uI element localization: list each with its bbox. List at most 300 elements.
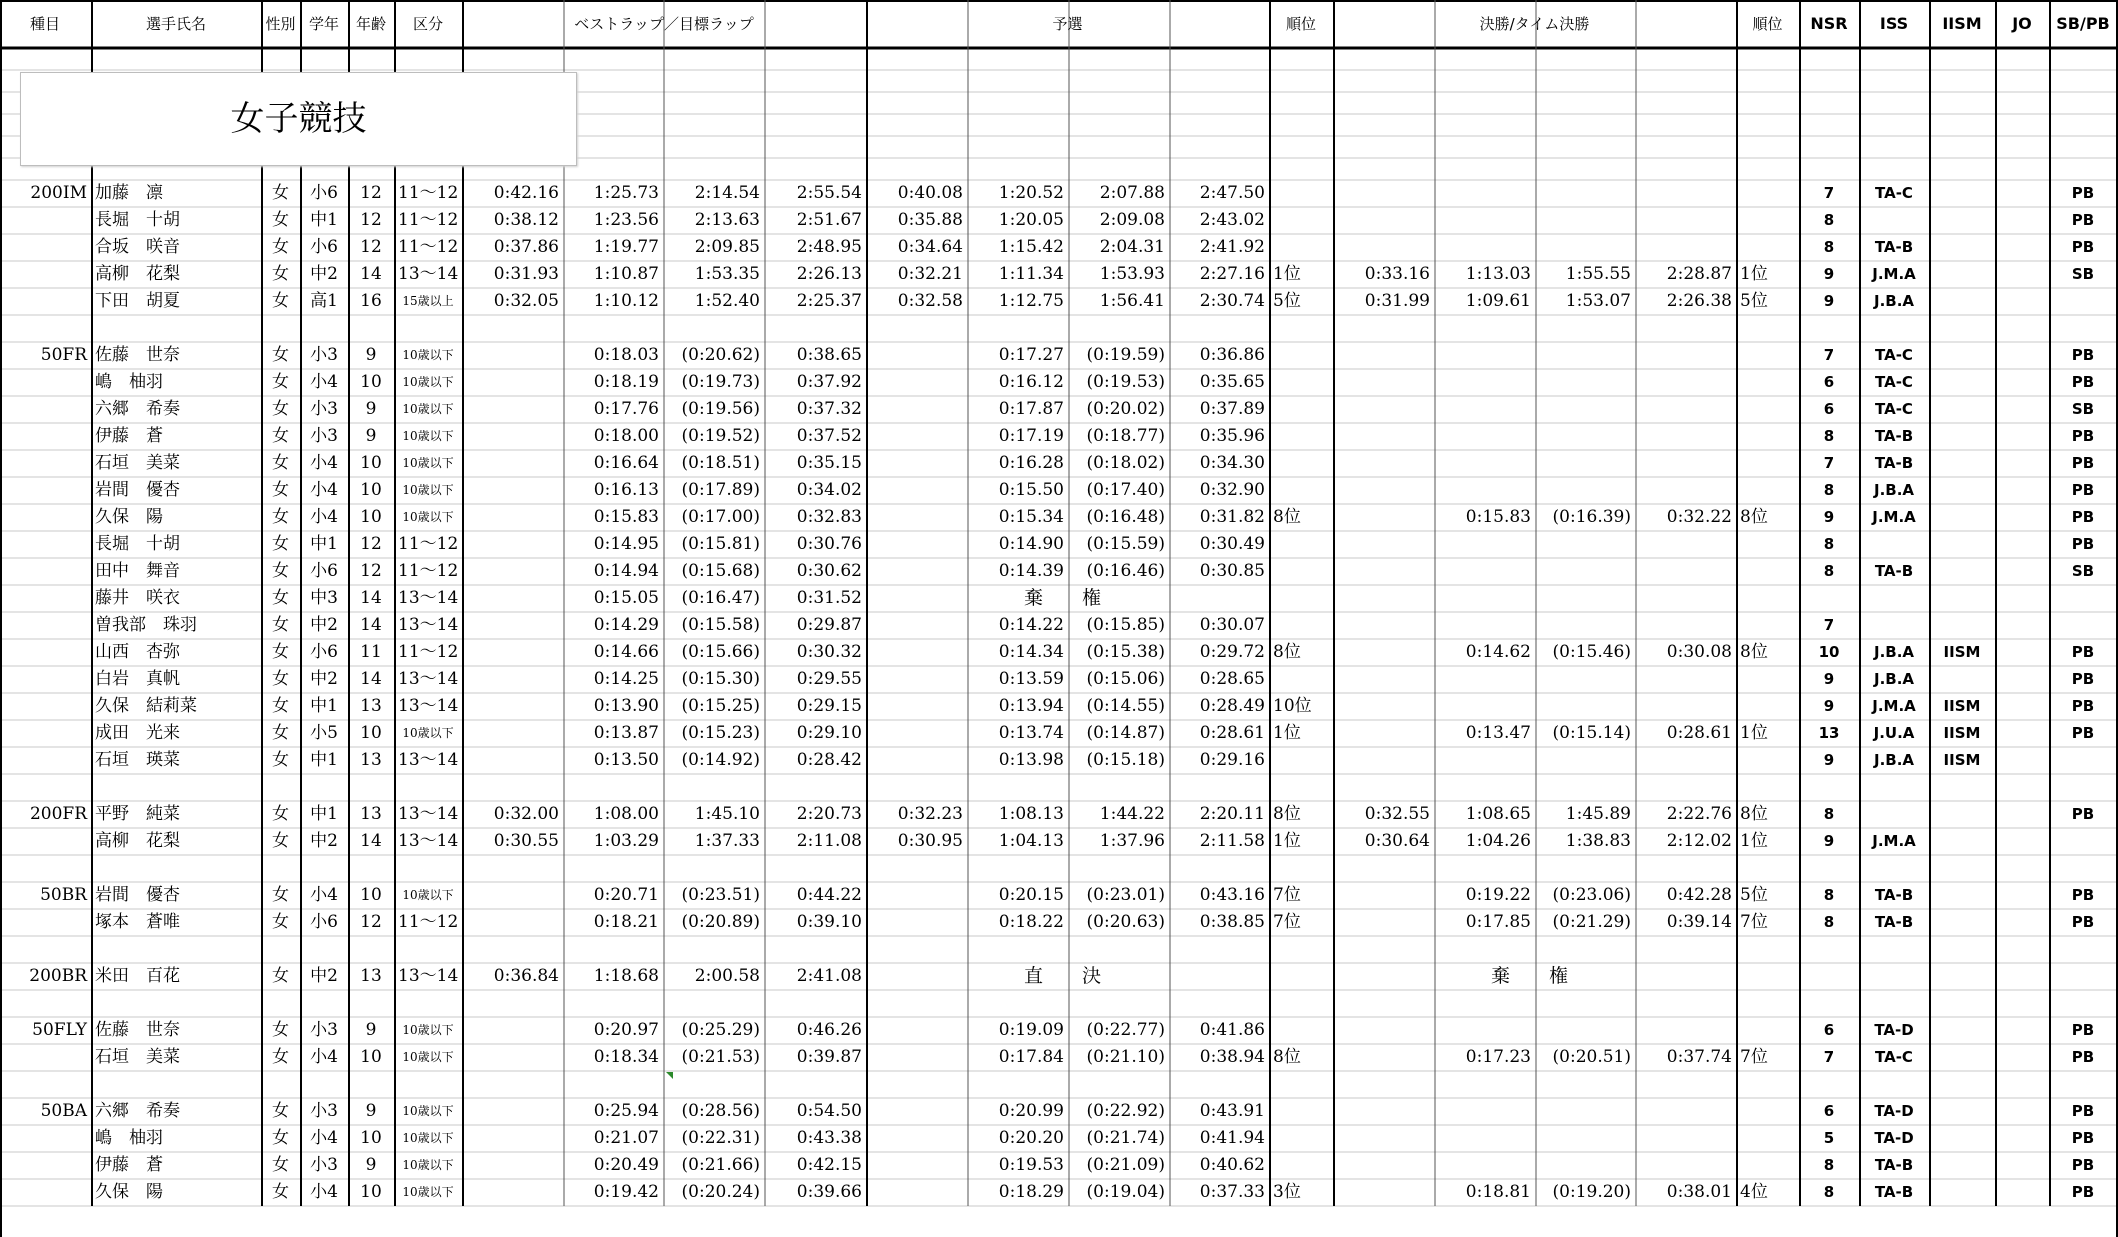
cell-div[interactable]: 13～14 [398,804,459,824]
cell-f3[interactable]: 1:45.89 [1565,804,1631,824]
cell-iss[interactable]: TA-B [1874,238,1914,256]
cell-b4[interactable]: 2:26.13 [796,264,862,284]
cell-b4[interactable]: 2:55.54 [796,183,862,203]
cell-iss[interactable] [1863,801,1925,828]
cell-b1[interactable] [466,747,559,774]
cell-sex[interactable]: 女 [272,723,289,743]
cell-nsr[interactable]: 9 [1823,292,1835,310]
cell-b3[interactable]: (0:17.00) [681,507,760,527]
cell-iss[interactable] [1863,585,1925,612]
cell-f3[interactable]: (0:21.29) [1552,912,1631,932]
cell-grade[interactable]: 小4 [310,507,338,527]
cell-jo[interactable] [1999,477,2045,504]
cell-sbpb[interactable]: PB [2071,697,2095,715]
cell-h2[interactable]: 0:19.53 [998,1155,1064,1175]
cell-div[interactable]: 13～14 [398,264,459,284]
cell-iss[interactable]: J.B.A [1873,292,1915,310]
cell-sex[interactable]: 女 [272,372,289,392]
cell-b1[interactable] [466,693,559,720]
cell-f2[interactable] [1438,1152,1531,1179]
cell-ev[interactable] [3,369,87,396]
cell-h4[interactable]: 2:27.16 [1199,264,1265,284]
cell-b2[interactable]: 1:03.29 [593,831,659,851]
cell-name[interactable]: 岩間 優杏 [95,480,180,500]
cell-b4[interactable]: 0:35.15 [796,453,862,473]
cell-grade[interactable]: 高1 [310,291,338,311]
cell-age[interactable]: 14 [360,615,382,635]
cell-nsr[interactable]: 8 [1823,481,1835,499]
cell-f1[interactable] [1337,504,1430,531]
cell-ev[interactable]: 200FR [29,804,87,824]
cell-b1[interactable] [466,639,559,666]
cell-b4[interactable]: 0:39.87 [796,1047,862,1067]
cell-jo[interactable] [1999,639,2045,666]
cell-iss[interactable]: TA-B [1874,886,1914,904]
cell-h1[interactable] [870,369,963,396]
cell-jo[interactable] [1999,828,2045,855]
cell-f3[interactable] [1539,747,1631,774]
cell-f1[interactable] [1337,423,1430,450]
cell-age[interactable]: 13 [360,804,382,824]
cell-rk2[interactable] [1740,693,1795,720]
cell-f4[interactable] [1639,423,1732,450]
cell-b1[interactable] [466,423,559,450]
cell-grade[interactable]: 小4 [310,372,338,392]
cell-name[interactable]: 嶋 柚羽 [95,1128,163,1148]
cell-iss[interactable]: TA-C [1875,400,1913,418]
cell-b2[interactable]: 0:13.87 [593,723,659,743]
cell-div[interactable]: 10歳以下 [402,375,454,389]
cell-sex[interactable]: 女 [272,750,289,770]
cell-iss[interactable] [1863,531,1925,558]
cell-age[interactable]: 9 [365,1155,377,1175]
cell-ev[interactable]: 200IM [30,183,87,203]
cell-h1[interactable] [870,531,963,558]
cell-rk2[interactable] [1740,207,1795,234]
cell-rk1[interactable]: 10位 [1273,696,1312,716]
cell-sex[interactable]: 女 [272,912,289,932]
cell-jo[interactable] [1999,1179,2045,1206]
cell-grade[interactable]: 小6 [310,912,338,932]
cell-b1[interactable] [466,531,559,558]
cell-jo[interactable] [1999,720,2045,747]
cell-age[interactable]: 10 [360,372,382,392]
cell-h4[interactable]: 0:37.89 [1199,399,1265,419]
cell-sbpb[interactable]: SB [2071,265,2095,283]
cell-iss[interactable]: J.M.A [1872,832,1916,850]
cell-iism[interactable] [1933,234,1991,261]
cell-f4[interactable]: 0:42.28 [1666,885,1732,905]
cell-h4[interactable]: 0:28.65 [1199,669,1265,689]
cell-age[interactable]: 9 [365,426,377,446]
cell-name[interactable]: 長堀 十胡 [95,210,180,230]
cell-ev[interactable] [3,261,87,288]
cell-name[interactable]: 石垣 美菜 [95,453,180,473]
cell-jo[interactable] [1999,342,2045,369]
cell-age[interactable]: 10 [360,885,382,905]
cell-jo[interactable] [1999,396,2045,423]
cell-grade[interactable]: 中3 [310,588,338,608]
cell-h4[interactable]: 0:34.30 [1199,453,1265,473]
cell-f3[interactable] [1539,207,1631,234]
cell-b2[interactable]: 0:18.21 [593,912,659,932]
cell-jo[interactable] [1999,504,2045,531]
cell-iss[interactable]: TA-B [1874,454,1914,472]
cell-h4[interactable]: 0:32.90 [1199,480,1265,500]
cell-iism[interactable] [1933,801,1991,828]
cell-name[interactable]: 下田 胡夏 [95,291,180,311]
cell-b4[interactable]: 0:46.26 [796,1020,862,1040]
cell-h3[interactable]: 1:56.41 [1099,291,1165,311]
cell-div[interactable]: 11～12 [398,237,459,257]
cell-sbpb[interactable]: PB [2071,346,2095,364]
cell-f3[interactable] [1539,612,1631,639]
cell-h3[interactable]: (0:21.74) [1086,1128,1165,1148]
cell-f1[interactable] [1337,720,1430,747]
cell-f1[interactable] [1337,612,1430,639]
cell-f1[interactable]: 0:30.64 [1364,831,1430,851]
cell-b1[interactable] [466,504,559,531]
cell-b1[interactable]: 0:31.93 [493,264,559,284]
cell-ev[interactable] [3,234,87,261]
cell-f2[interactable]: 0:18.81 [1465,1182,1531,1202]
cell-grade[interactable]: 中1 [310,534,338,554]
cell-rk2[interactable]: 1位 [1740,723,1768,743]
cell-sex[interactable]: 女 [272,1182,289,1202]
cell-b2[interactable]: 0:20.71 [593,885,659,905]
cell-b2[interactable]: 0:14.25 [593,669,659,689]
cell-f4[interactable] [1639,207,1732,234]
cell-rk1[interactable]: 5位 [1273,291,1301,311]
cell-f1[interactable] [1337,1179,1430,1206]
cell-b2[interactable]: 1:19.77 [593,237,659,257]
cell-sbpb[interactable]: PB [2071,184,2095,202]
cell-h1[interactable]: 0:32.23 [897,804,963,824]
cell-grade[interactable]: 小4 [310,453,338,473]
cell-nsr[interactable]: 9 [1823,265,1835,283]
cell-b1[interactable]: 0:32.05 [493,291,559,311]
cell-iism[interactable] [1933,450,1991,477]
cell-h1[interactable] [870,396,963,423]
cell-rk2[interactable] [1740,234,1795,261]
cell-f4[interactable]: 2:12.02 [1666,831,1732,851]
cell-h1[interactable] [870,1152,963,1179]
cell-h1[interactable] [870,639,963,666]
cell-rk2[interactable] [1740,1152,1795,1179]
cell-div[interactable]: 11～12 [398,561,459,581]
cell-iism[interactable]: IISM [1943,697,1981,715]
cell-name[interactable]: 合坂 咲音 [95,237,180,257]
cell-iss[interactable]: J.B.A [1873,481,1915,499]
cell-div[interactable]: 13～14 [398,588,459,608]
cell-rk2[interactable] [1740,180,1795,207]
cell-grade[interactable]: 小6 [310,237,338,257]
cell-h4[interactable]: 0:30.49 [1199,534,1265,554]
cell-f2[interactable] [1438,396,1531,423]
cell-rk2[interactable]: 4位 [1740,1182,1768,1202]
cell-iss[interactable]: J.M.A [1872,508,1916,526]
cell-b2[interactable]: 0:15.05 [593,588,659,608]
cell-f4[interactable] [1639,1017,1732,1044]
cell-sex[interactable]: 女 [272,210,289,230]
cell-rk1[interactable] [1273,585,1329,612]
cell-ev[interactable] [3,909,87,936]
cell-rk1[interactable] [1273,747,1329,774]
cell-b3[interactable]: (0:15.68) [681,561,760,581]
cell-h1[interactable] [870,450,963,477]
cell-h4[interactable]: 0:38.85 [1199,912,1265,932]
cell-grade[interactable]: 小4 [310,1047,338,1067]
cell-h4[interactable]: 0:40.62 [1199,1155,1265,1175]
cell-grade[interactable]: 中1 [310,750,338,770]
cell-f3[interactable] [1539,585,1631,612]
cell-b3[interactable]: (0:25.29) [681,1020,760,1040]
cell-div[interactable]: 11～12 [398,642,459,662]
cell-rk2[interactable]: 7位 [1740,1047,1768,1067]
cell-nsr[interactable]: 13 [1818,724,1840,742]
cell-b3[interactable]: 2:14.54 [694,183,760,203]
cell-b2[interactable]: 0:18.34 [593,1047,659,1067]
cell-iss[interactable]: TA-B [1874,562,1914,580]
cell-b4[interactable]: 0:30.32 [796,642,862,662]
cell-sex[interactable]: 女 [272,1101,289,1121]
cell-jo[interactable] [1999,261,2045,288]
cell-div[interactable]: 10歳以下 [402,402,454,416]
cell-nsr[interactable]: 7 [1823,1048,1835,1066]
cell-iism[interactable] [1933,1044,1991,1071]
cell-f2[interactable] [1438,558,1531,585]
cell-b1[interactable] [466,585,559,612]
cell-b1[interactable] [466,1125,559,1152]
cell-rk2[interactable] [1740,1017,1795,1044]
cell-nsr[interactable]: 10 [1818,643,1840,661]
cell-f4[interactable] [1639,693,1732,720]
cell-h2[interactable]: 0:19.09 [998,1020,1064,1040]
cell-b3[interactable]: (0:19.56) [681,399,760,419]
cell-f3[interactable]: 1:53.07 [1565,291,1631,311]
cell-sex[interactable]: 女 [272,237,289,257]
cell-name[interactable]: 山西 杏弥 [95,642,180,662]
cell-h4[interactable]: 0:28.61 [1199,723,1265,743]
cell-name[interactable]: 高柳 花梨 [95,264,180,284]
cell-age[interactable]: 10 [360,453,382,473]
cell-b3[interactable]: (0:15.23) [681,723,760,743]
cell-sbpb[interactable]: PB [2071,1102,2095,1120]
cell-grade[interactable]: 小3 [310,1101,338,1121]
cell-name[interactable]: 岩間 優杏 [95,885,180,905]
cell-b3[interactable]: 2:09.85 [694,237,760,257]
cell-iss[interactable]: TA-C [1875,346,1913,364]
cell-f4[interactable]: 0:37.74 [1666,1047,1732,1067]
cell-rk1[interactable] [1273,234,1329,261]
cell-h2[interactable]: 0:15.34 [998,507,1064,527]
cell-f4[interactable]: 2:22.76 [1666,804,1732,824]
cell-age[interactable]: 16 [360,291,382,311]
cell-sbpb[interactable]: PB [2071,1129,2095,1147]
cell-h2[interactable]: 0:18.22 [998,912,1064,932]
cell-b2[interactable]: 0:18.19 [593,372,659,392]
cell-jo[interactable] [1999,1125,2045,1152]
cell-f1[interactable] [1337,909,1430,936]
cell-div[interactable]: 10歳以下 [402,1104,454,1118]
cell-age[interactable]: 12 [360,561,382,581]
cell-jo[interactable] [1999,612,2045,639]
cell-jo[interactable] [1999,1044,2045,1071]
cell-h1[interactable] [870,1179,963,1206]
cell-f4[interactable] [1639,369,1732,396]
cell-f4[interactable] [1639,558,1732,585]
cell-b3[interactable]: 1:37.33 [694,831,760,851]
cell-sex[interactable]: 女 [272,804,289,824]
cell-iss[interactable]: J.M.A [1872,265,1916,283]
cell-h1[interactable] [870,1125,963,1152]
cell-h2[interactable]: 1:08.13 [998,804,1064,824]
cell-rk2[interactable]: 7位 [1740,912,1768,932]
cell-sex[interactable]: 女 [272,264,289,284]
cell-h4[interactable]: 0:43.91 [1199,1101,1265,1121]
cell-age[interactable]: 12 [360,912,382,932]
cell-b4[interactable]: 0:34.02 [796,480,862,500]
cell-rk2[interactable] [1740,450,1795,477]
cell-sex[interactable]: 女 [272,966,289,986]
cell-sbpb[interactable] [2053,828,2113,855]
cell-f3[interactable] [1539,234,1631,261]
cell-h4[interactable]: 0:41.86 [1199,1020,1265,1040]
cell-nsr[interactable]: 7 [1823,616,1835,634]
cell-b1[interactable] [466,369,559,396]
cell-b4[interactable]: 0:54.50 [796,1101,862,1121]
cell-f2[interactable]: 0:19.22 [1465,885,1531,905]
cell-h1[interactable]: 0:35.88 [897,210,963,230]
cell-f4[interactable] [1639,612,1732,639]
cell-grade[interactable]: 中2 [310,669,338,689]
cell-f1[interactable] [1337,1098,1430,1125]
cell-b3[interactable]: (0:23.51) [681,885,760,905]
cell-f4[interactable]: 0:28.61 [1666,723,1732,743]
cell-ev[interactable] [3,450,87,477]
cell-h1[interactable] [870,1017,963,1044]
cell-nsr[interactable]: 7 [1823,454,1835,472]
cell-b2[interactable]: 0:18.00 [593,426,659,446]
cell-iism[interactable] [1933,504,1991,531]
cell-div[interactable]: 10歳以下 [402,1158,454,1172]
cell-iss[interactable] [1863,612,1925,639]
cell-f2[interactable]: 0:17.85 [1465,912,1531,932]
cell-f2[interactable]: 0:15.83 [1465,507,1531,527]
cell-f3[interactable]: (0:15.14) [1552,723,1631,743]
cell-f3[interactable]: (0:15.46) [1552,642,1631,662]
cell-jo[interactable] [1999,963,2045,990]
cell-sbpb[interactable] [2053,747,2113,774]
cell-f2[interactable] [1438,612,1531,639]
cell-b3[interactable]: (0:15.81) [681,534,760,554]
cell-h1[interactable] [870,720,963,747]
cell-ev[interactable] [3,531,87,558]
cell-iss[interactable]: TA-C [1875,373,1913,391]
cell-f3[interactable]: (0:16.39) [1552,507,1631,527]
cell-nsr[interactable]: 9 [1823,670,1835,688]
cell-f4[interactable]: 0:38.01 [1666,1182,1732,1202]
cell-b3[interactable]: (0:22.31) [681,1128,760,1148]
cell-f1[interactable]: 0:33.16 [1364,264,1430,284]
cell-h1[interactable] [870,423,963,450]
cell-h2[interactable]: 0:14.90 [998,534,1064,554]
cell-f3[interactable] [1539,477,1631,504]
cell-div[interactable]: 10歳以下 [402,348,454,362]
cell-sex[interactable]: 女 [272,480,289,500]
cell-sbpb[interactable]: SB [2071,400,2095,418]
cell-iism[interactable]: IISM [1943,751,1981,769]
cell-b3[interactable]: (0:20.89) [681,912,760,932]
cell-rk2[interactable]: 5位 [1740,291,1768,311]
cell-f1[interactable] [1337,450,1430,477]
cell-rk2[interactable] [1740,612,1795,639]
cell-jo[interactable] [1999,882,2045,909]
cell-iism[interactable] [1933,882,1991,909]
cell-f1[interactable] [1337,1044,1430,1071]
cell-iss[interactable]: TA-D [1874,1021,1914,1039]
cell-h4[interactable]: 0:30.07 [1199,615,1265,635]
cell-h1[interactable] [870,558,963,585]
cell-b4[interactable]: 0:44.22 [796,885,862,905]
cell-iism[interactable] [1933,558,1991,585]
cell-f1[interactable] [1337,477,1430,504]
cell-f4[interactable] [1639,531,1732,558]
cell-f1[interactable] [1337,882,1430,909]
cell-grade[interactable]: 中1 [310,696,338,716]
cell-b1[interactable]: 0:32.00 [493,804,559,824]
cell-ev[interactable] [3,288,87,315]
cell-age[interactable]: 10 [360,1047,382,1067]
cell-iss[interactable]: J.B.A [1873,751,1915,769]
cell-b1[interactable]: 0:37.86 [493,237,559,257]
cell-b2[interactable]: 1:18.68 [593,966,659,986]
cell-div[interactable]: 10歳以下 [402,726,454,740]
cell-h3[interactable]: (0:14.87) [1086,723,1165,743]
cell-name[interactable]: 佐藤 世奈 [95,345,180,365]
cell-b1[interactable] [466,1152,559,1179]
cell-sex[interactable]: 女 [272,1128,289,1148]
cell-f4[interactable]: 2:28.87 [1666,264,1732,284]
cell-nsr[interactable]: 8 [1823,238,1835,256]
cell-rk2[interactable] [1740,477,1795,504]
cell-nsr[interactable]: 8 [1823,535,1835,553]
cell-h3[interactable]: 1:44.22 [1099,804,1165,824]
cell-f1[interactable] [1337,180,1430,207]
cell-ev[interactable] [3,585,87,612]
cell-rk2[interactable] [1740,396,1795,423]
cell-rk1[interactable] [1273,666,1329,693]
cell-f2[interactable]: 0:14.62 [1465,642,1531,662]
cell-rk1[interactable] [1273,1125,1329,1152]
cell-f3[interactable] [1539,1152,1631,1179]
cell-f3[interactable] [1539,1125,1631,1152]
cell-grade[interactable]: 小3 [310,426,338,446]
cell-sbpb[interactable]: SB [2071,562,2095,580]
cell-iism[interactable] [1933,1017,1991,1044]
cell-h3[interactable]: (0:20.63) [1086,912,1165,932]
cell-b2[interactable]: 0:14.94 [593,561,659,581]
cell-f4[interactable] [1639,450,1732,477]
cell-f2[interactable] [1438,693,1531,720]
cell-f3[interactable] [1539,423,1631,450]
cell-b1[interactable]: 0:30.55 [493,831,559,851]
cell-f3[interactable] [1539,342,1631,369]
cell-b2[interactable]: 0:13.90 [593,696,659,716]
cell-h2[interactable]: 0:17.19 [998,426,1064,446]
cell-jo[interactable] [1999,450,2045,477]
cell-div[interactable]: 13～14 [398,750,459,770]
